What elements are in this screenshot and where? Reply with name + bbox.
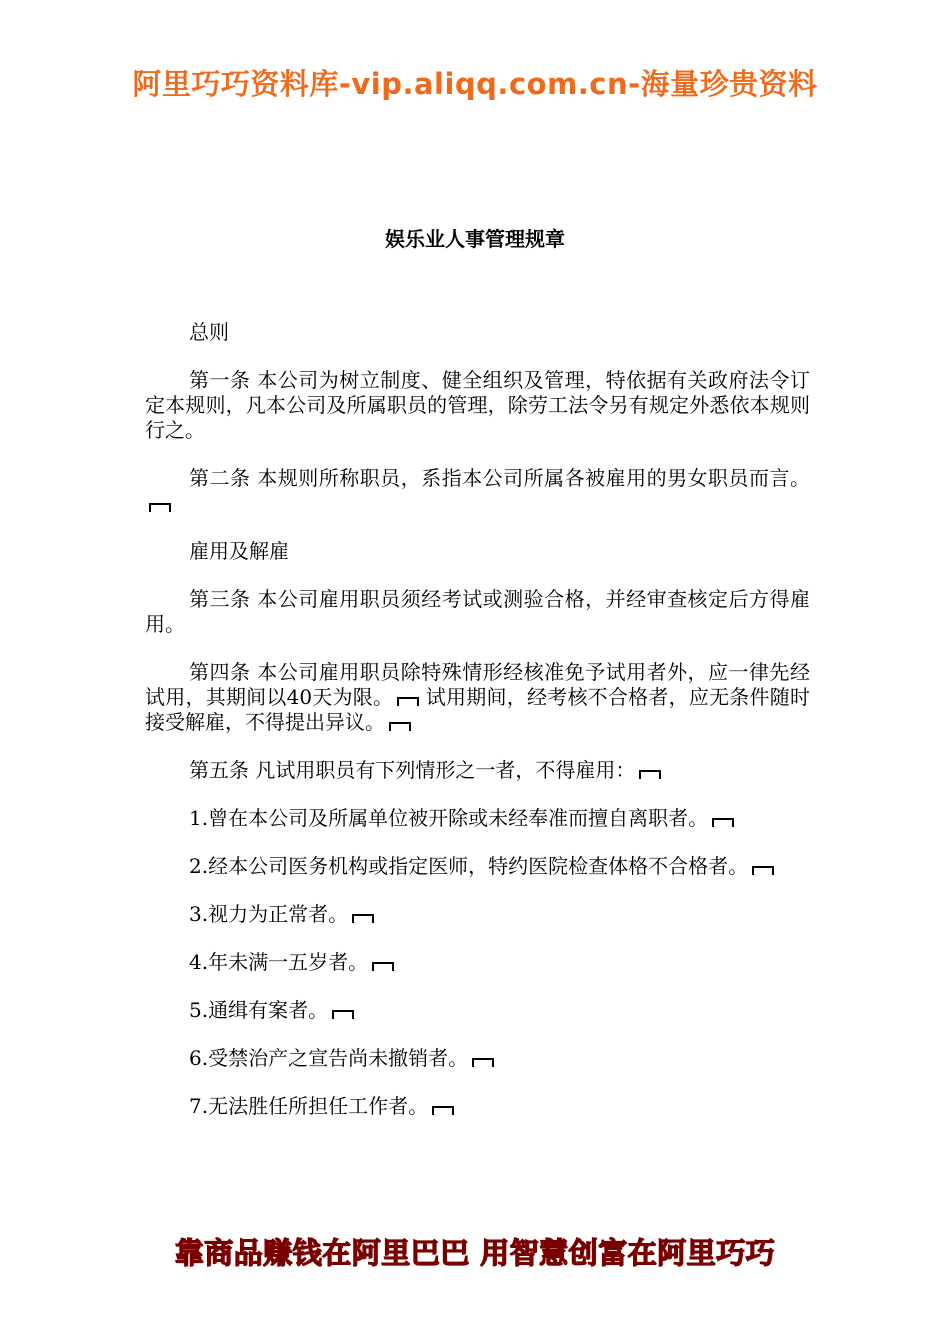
paragraph-mark-icon [332, 1010, 354, 1019]
paragraph-text: 总则 [189, 320, 229, 344]
article-5 [145, 758, 810, 783]
paragraph-text: 7.无法胜任所担任工作者。 [189, 1094, 429, 1118]
list-item-2 [145, 854, 810, 879]
article-4 [145, 660, 810, 735]
paragraph-text: 5.通缉有案者。 [189, 998, 329, 1022]
list-item-4 [145, 950, 810, 975]
header-banner: 阿里巧巧资料库-vip.aliqq.com.cn-海量珍贵资料 [132, 67, 818, 101]
paragraph-text: 第四条 本公司雇用职员除特殊情形经核准免予试用者外，应一律先经试用，其期间以40天为限。 [145, 660, 810, 709]
list-item-1 [145, 806, 810, 831]
paragraph-text: 第五条 凡试用职员有下列情形之一者，不得雇用： [189, 758, 636, 782]
document-title: 娱乐业人事管理规章 [385, 227, 565, 251]
article-3 [145, 587, 810, 637]
section-heading-general [145, 320, 810, 345]
paragraph-mark-icon [352, 914, 374, 923]
paragraph-mark-icon [752, 866, 774, 875]
paragraph-mark-icon [149, 503, 171, 512]
paragraph-mark-icon [432, 1106, 454, 1115]
list-item-7 [145, 1094, 810, 1119]
paragraph-text: 3.视力为正常者。 [189, 902, 349, 926]
section-heading-hiring [145, 539, 810, 564]
list-item-3 [145, 902, 810, 927]
paragraph-mark-icon [472, 1058, 494, 1067]
footer-banner: 靠商品赚钱在阿里巴巴 用智慧创富在阿里巧巧 [174, 1236, 776, 1270]
paragraph-text: 试用期间，经考核不合格者，应无条件随时接受解雇，不得提出异议。 [145, 685, 811, 734]
article-1 [145, 368, 810, 443]
paragraph-text: 2.经本公司医务机构或指定医师，特约医院检查体格不合格者。 [189, 854, 749, 878]
paragraph-text: 第三条 本公司雇用职员须经考试或测验合格，并经审查核定后方得雇用。 [145, 587, 810, 636]
paragraph-text: 雇用及解雇 [189, 539, 289, 563]
paragraph-mark-icon [712, 818, 734, 827]
document-body [145, 320, 810, 1142]
paragraph-text: 1.曾在本公司及所属单位被开除或未经奉准而擅自离职者。 [189, 806, 709, 830]
paragraph-mark-icon [372, 962, 394, 971]
list-item-6 [145, 1046, 810, 1071]
paragraph-text: 第一条 本公司为树立制度、健全组织及管理，特依据有关政府法令订定本规则，凡本公司及所属职员的管理，除劳工法令另有规定外悉依本规则行之。 [145, 368, 810, 442]
article-2 [145, 466, 810, 516]
paragraph-text: 第二条 本规则所称职员，系指本公司所属各被雇用的男女职员而言。 [189, 466, 810, 490]
list-item-5 [145, 998, 810, 1023]
paragraph-text: 4.年未满一五岁者。 [189, 950, 369, 974]
paragraph-mark-icon [389, 722, 411, 731]
paragraph-mark-icon [639, 770, 661, 779]
paragraph-text: 6.受禁治产之宣告尚未撤销者。 [189, 1046, 469, 1070]
paragraph-mark-icon [397, 697, 419, 706]
